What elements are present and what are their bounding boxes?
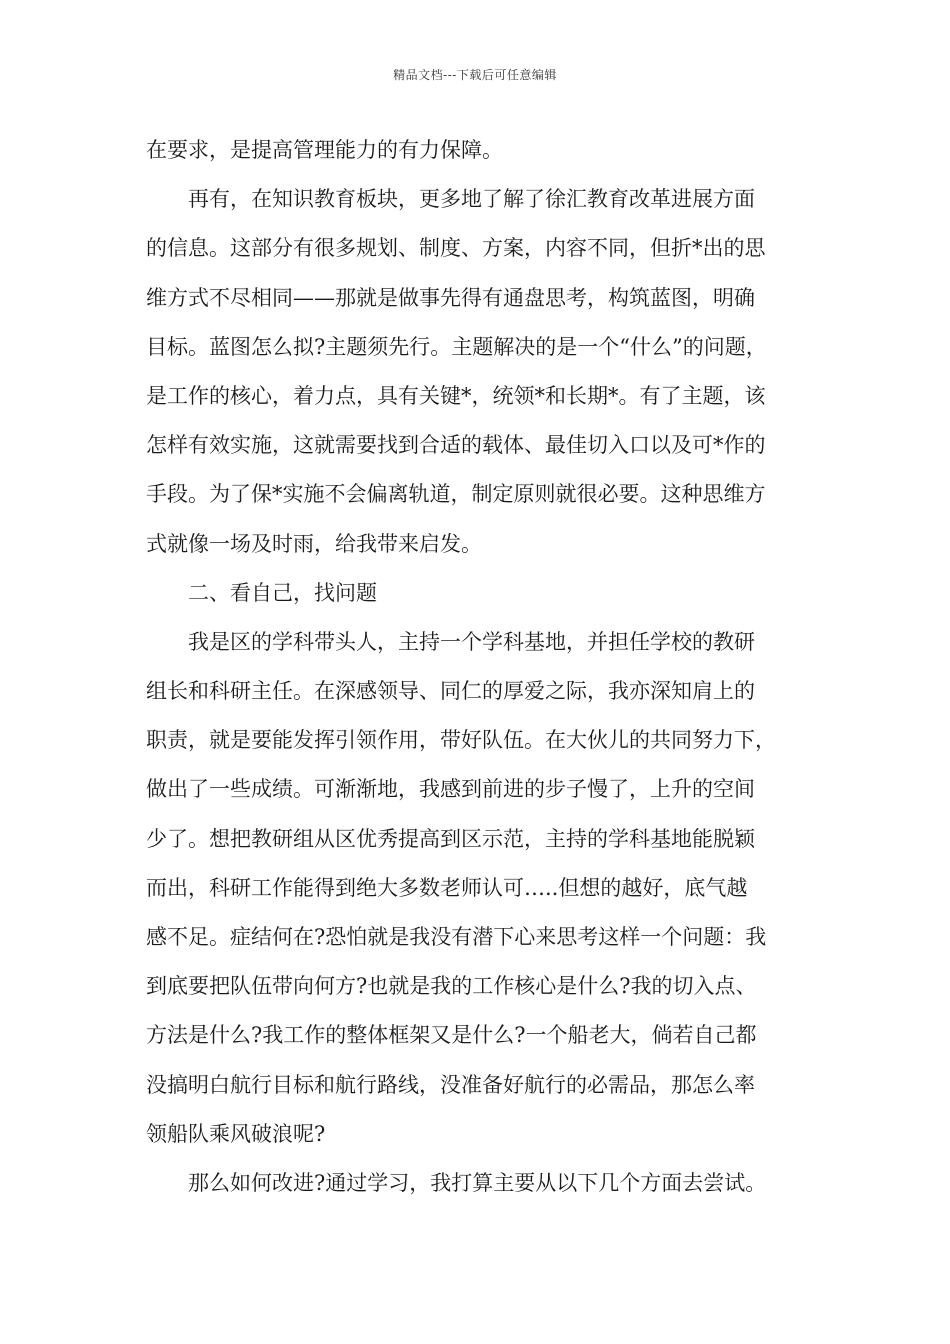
text-line: 而出，科研工作能得到绝大多数老师认可…..但想的越好，底气越 [146, 875, 748, 900]
paragraph [146, 175, 810, 569]
text-line: 职责，就是要能发挥引领作用，带好队伍。在大伙儿的共同努力下， [146, 728, 776, 753]
text-line: 手段。为了保*实施不会偏离轨道，制定原则就很必要。这种思维方 [146, 482, 766, 507]
text-line: 式就像一场及时雨，给我带来启发。 [146, 531, 482, 556]
text-line: 没搞明白航行目标和航行路线，没准备好航行的必需品，那怎么率 [146, 1072, 755, 1097]
paragraph [146, 126, 810, 175]
text-line: 维方式不尽相同——那就是做事先得有通盘思考，构筑蓝图，明确 [146, 285, 755, 310]
paragraph [146, 1159, 810, 1208]
text-line: 再有，在知识教育板块，更多地了解了徐汇教育改革进展方面 [188, 187, 755, 212]
text-line: 那么如何改进?通过学习，我打算主要从以下几个方面去尝试。 [188, 1170, 767, 1195]
text-line: 到底要把队伍带向何方?也就是我的工作核心是什么?我的切入点、 [146, 974, 757, 999]
body-text [146, 126, 810, 1208]
text-line: 二、看自己，找问题 [188, 580, 377, 605]
text-line: 少了。想把教研组从区优秀提高到区示范，主持的学科基地能脱颖 [146, 826, 755, 851]
text-line: 我是区的学科带头人，主持一个学科基地，并担任学校的教研 [188, 629, 755, 654]
text-line: 领船队乘风破浪呢? [146, 1121, 326, 1146]
text-line: 目标。蓝图怎么拟?主题须先行。主题解决的是一个“什么”的问题， [146, 334, 767, 359]
text-line: 的信息。这部分有很多规划、制度、方案，内容不同，但折*出的思 [146, 236, 766, 261]
text-line: 在要求，是提高管理能力的有力保障。 [146, 138, 503, 162]
text-line: 感不足。症结何在?恐怕就是我没有潜下心来思考这样一个问题：我 [146, 925, 767, 949]
page-header: 精品文档---下载后可任意编辑 [393, 68, 557, 82]
text-line: 方法是什么?我工作的整体框架又是什么?一个船老大，倘若自己都 [146, 1023, 757, 1048]
section-heading [146, 569, 810, 618]
text-line: 是工作的核心，着力点，具有关键*，统领*和长期*。有了主题，该 [146, 383, 766, 408]
text-line: 怎样有效实施，这就需要找到合适的载体、最佳切入口以及可*作的 [146, 433, 766, 458]
paragraph [146, 618, 810, 1159]
text-line: 做出了一些成绩。可渐渐地，我感到前进的步子慢了，上升的空间 [146, 777, 755, 802]
text-line: 组长和科研主任。在深感领导、同仁的厚爱之际，我亦深知肩上的 [146, 679, 755, 704]
